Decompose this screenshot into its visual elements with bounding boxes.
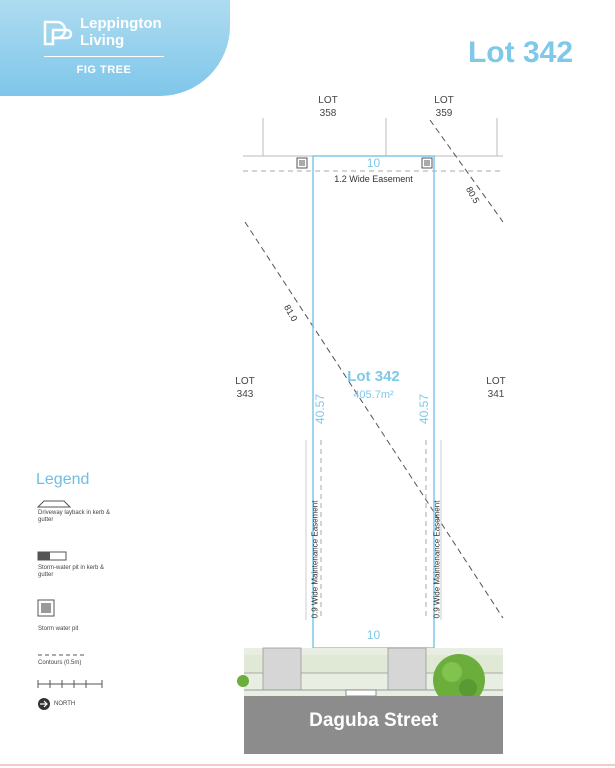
- lot-word: LOT: [235, 376, 255, 387]
- contour-label: 80.5: [464, 184, 482, 206]
- lot-number: 343: [236, 389, 254, 400]
- lot-number: 358: [319, 108, 337, 119]
- dimension-right: 40.57: [417, 393, 431, 425]
- driveway: [388, 648, 426, 690]
- left-easement-label: 0.9 Wide Maintenance Easement: [310, 500, 320, 619]
- storm-water-pit-icon: [297, 158, 307, 168]
- street-name: Daguba Street: [309, 710, 438, 731]
- legend-item-label: NORTH: [54, 701, 76, 707]
- dimension-top: 10: [366, 156, 381, 170]
- kerb-pit-icon: [38, 552, 66, 560]
- neighbour-lot-label: [309, 94, 347, 120]
- storm-water-pit-icon: [38, 600, 54, 616]
- lot-boundary: [310, 156, 434, 648]
- lot-number: 341: [487, 389, 505, 400]
- contour-label: 81.0: [282, 302, 300, 324]
- brand-name: Leppington Living: [80, 15, 162, 49]
- lot-title: Lot 342: [467, 36, 573, 69]
- legend-title: Legend: [36, 471, 90, 488]
- dimension-bottom: 10: [366, 628, 381, 642]
- legend-item-label: Storm-water pit in kerb & gutter: [38, 565, 105, 578]
- neighbour-lot-label: [477, 375, 515, 401]
- north-arrow-icon: [38, 698, 50, 710]
- brand-subtitle: FIG TREE: [76, 64, 132, 76]
- scale-bar-icon: [38, 680, 102, 688]
- lot-word: LOT: [318, 95, 338, 106]
- right-easement-label: 0.9 Wide Maintenance Easement: [432, 500, 442, 619]
- lot-name: Lot 342: [347, 368, 400, 385]
- lot-area: 405.7m²: [353, 389, 394, 401]
- neighbour-lot-label: [425, 94, 463, 120]
- lot-word: LOT: [434, 95, 454, 106]
- contour-line: [245, 222, 503, 618]
- legend-item-label: Driveway layback in kerb & gutter: [38, 510, 111, 523]
- lot-number: 359: [435, 108, 453, 119]
- dimension-left: 40.57: [313, 393, 327, 425]
- tree-icon: [237, 675, 249, 687]
- neighbour-lot-label: [226, 375, 264, 401]
- driveway-layback-icon: [38, 501, 70, 507]
- bottom-rule: [0, 764, 615, 766]
- legend-item-label: Storm water pit: [38, 626, 79, 632]
- contour-line: [430, 120, 503, 222]
- lot-word: LOT: [486, 376, 506, 387]
- driveway: [263, 648, 301, 690]
- rear-easement-label: 1.2 Wide Easement: [334, 174, 413, 184]
- kerb-pit-icon: [346, 690, 376, 696]
- legend-item-label: Contours (0.5m): [38, 660, 82, 666]
